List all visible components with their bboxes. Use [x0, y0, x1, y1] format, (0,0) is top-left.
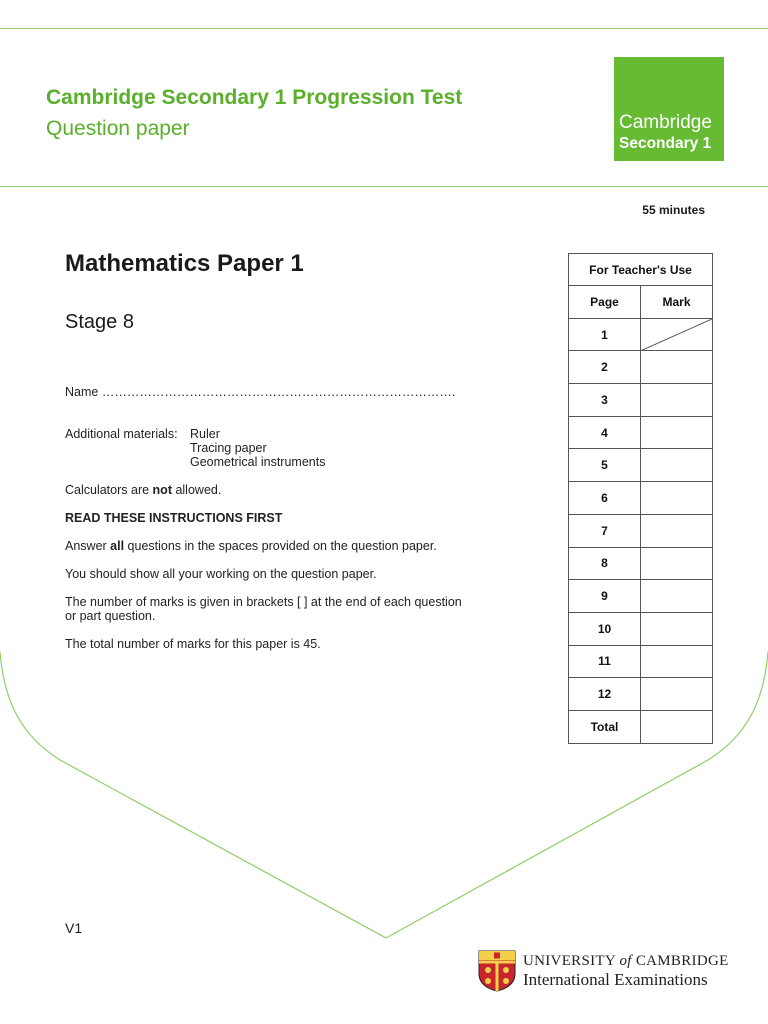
total-mark-cell[interactable]: [641, 710, 713, 743]
page-number: 12: [569, 678, 641, 711]
university-word: UNIVERSITY: [523, 953, 616, 969]
version-label: V1: [65, 920, 83, 936]
mark-cell-crossed: [641, 318, 713, 351]
total-label: Total: [569, 710, 641, 743]
name-field-label: Name ………………………………………………………………………….: [65, 385, 456, 399]
column-header-mark: Mark: [641, 286, 713, 319]
additional-materials-label: Additional materials:: [65, 427, 178, 441]
mark-cell[interactable]: [641, 645, 713, 678]
page-number: 4: [569, 416, 641, 449]
page-number: 2: [569, 351, 641, 384]
header-subtitle: Question paper: [46, 117, 190, 140]
instruction-working: You should show all your working on the question paper.: [65, 567, 377, 581]
table-row: [569, 580, 713, 613]
header-title: Cambridge Secondary 1 Progression Test: [46, 86, 463, 109]
logo-line-2: Secondary 1: [619, 135, 712, 152]
university-name: [523, 953, 729, 970]
mark-cell[interactable]: [641, 449, 713, 482]
cambridge-word: CAMBRIDGE: [635, 953, 729, 969]
mark-cell[interactable]: [641, 547, 713, 580]
table-row: [569, 547, 713, 580]
table-column-header-row: [569, 286, 713, 319]
international-examinations: International Examinations: [523, 970, 708, 989]
material-item: Ruler: [190, 427, 220, 441]
page-number: 11: [569, 645, 641, 678]
instruction-marks-line-2: or part question.: [65, 609, 156, 623]
page-number: 8: [569, 547, 641, 580]
duration: 55 minutes: [642, 203, 705, 217]
table-heading-row: [569, 254, 713, 286]
mark-cell[interactable]: [641, 678, 713, 711]
diagonal-strike: [641, 319, 712, 351]
university-of: of: [619, 953, 632, 969]
material-item: Geometrical instruments: [190, 455, 326, 469]
teacher-use-table: [568, 253, 713, 744]
calculators-note: [65, 483, 221, 497]
logo-line-1: Cambridge: [619, 112, 712, 133]
instruction-marks-line-1: The number of marks is given in brackets [ ] at the end of each question: [65, 595, 462, 609]
column-header-page: Page: [569, 286, 641, 319]
page-number: 10: [569, 612, 641, 645]
mark-cell[interactable]: [641, 580, 713, 613]
page-number: 7: [569, 514, 641, 547]
mark-cell[interactable]: [641, 514, 713, 547]
material-item: Tracing paper: [190, 441, 267, 455]
table-row: [569, 612, 713, 645]
instruction-total: The total number of marks for this paper is 45.: [65, 637, 321, 651]
instruction-answer-after: questions in the spaces provided on the question paper.: [124, 539, 437, 553]
page-number: 3: [569, 384, 641, 417]
page-number: 9: [569, 580, 641, 613]
table-row: [569, 351, 713, 384]
table-row: [569, 318, 713, 351]
page-number: 6: [569, 482, 641, 515]
paper-title: Mathematics Paper 1: [65, 250, 304, 277]
instructions-heading: READ THESE INSTRUCTIONS FIRST: [65, 511, 283, 525]
mark-cell[interactable]: [641, 612, 713, 645]
mark-cell[interactable]: [641, 384, 713, 417]
page-number: 1: [569, 318, 641, 351]
table-row: [569, 678, 713, 711]
page-number: 5: [569, 449, 641, 482]
table-row: [569, 645, 713, 678]
table-row: [569, 384, 713, 417]
table-row: [569, 416, 713, 449]
calculators-text-after: allowed.: [171, 483, 222, 497]
table-row: [569, 514, 713, 547]
mark-cell[interactable]: [641, 416, 713, 449]
mark-cell[interactable]: [641, 351, 713, 384]
instruction-answer-emphasis: all: [110, 539, 125, 553]
table-row: [569, 482, 713, 515]
cambridge-crest-icon: [478, 950, 516, 992]
table-total-row: [569, 710, 713, 743]
table-row: [569, 449, 713, 482]
instruction-answer-before: Answer: [65, 539, 111, 553]
mark-cell[interactable]: [641, 482, 713, 515]
stage: Stage 8: [65, 311, 134, 333]
calculators-text-before: Calculators are: [65, 483, 153, 497]
calculators-emphasis: not: [152, 483, 172, 497]
table-heading: For Teacher's Use: [569, 254, 713, 286]
instruction-answer: [65, 539, 437, 553]
